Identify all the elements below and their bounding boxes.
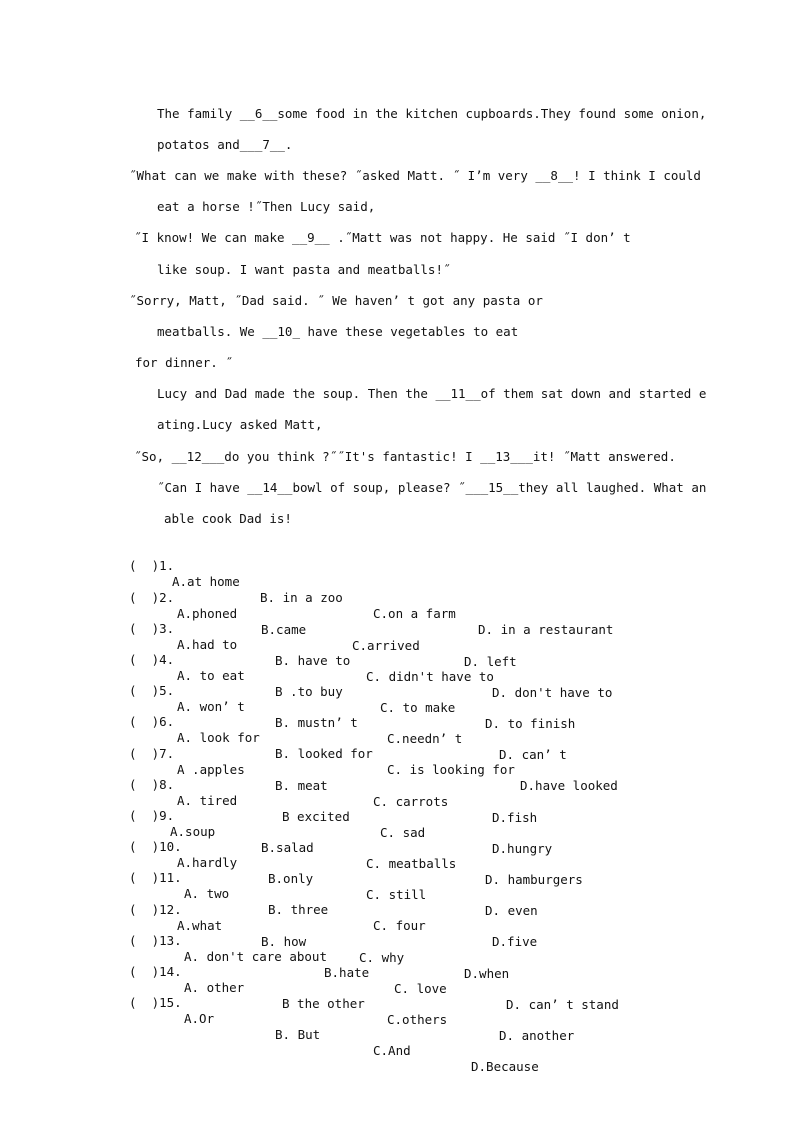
option-a: A. two [184, 886, 230, 901]
passage-line-2: potatos and___7__. [157, 137, 293, 152]
question-number: ( )7. [129, 746, 175, 761]
option-c: C.on a farm [373, 606, 456, 621]
option-d: D. to finish [485, 716, 576, 731]
option-c: C. to make [380, 700, 456, 715]
option-c: C.And [373, 1043, 411, 1058]
option-a: A.what [177, 918, 223, 933]
option-a: A .apples [177, 762, 245, 777]
option-c: C.others [387, 1012, 448, 1027]
option-a: A.soup [170, 824, 216, 839]
option-c: C.arrived [352, 638, 420, 653]
option-b: B. looked for [275, 746, 373, 761]
option-d: D.hungry [492, 841, 553, 856]
option-a: A. won’ t [177, 699, 245, 714]
passage-line-4: eat a horse !˝Then Lucy said, [157, 199, 376, 214]
option-c: C. didn't have to [366, 669, 494, 684]
option-a: A. to eat [177, 668, 245, 683]
option-d: D. in a restaurant [478, 622, 614, 637]
option-d: D. can’ t [499, 747, 567, 762]
option-b: B excited [282, 809, 350, 824]
option-a: A.had to [177, 637, 238, 652]
option-c: C. is looking for [387, 762, 515, 777]
question-number: ( )3. [129, 621, 175, 636]
passage-line-9: for dinner. ˝ [135, 355, 233, 370]
option-b: B. have to [275, 653, 351, 668]
question-number: ( )10. [129, 839, 182, 854]
passage-line-13: ˝Can I have __14__bowl of soup, please? ˝___15__they all laughed. What an [157, 480, 707, 495]
option-a: A.at home [172, 574, 240, 589]
option-c: C. sad [380, 825, 426, 840]
passage-line-7: ˝Sorry, Matt, ˝Dad said. ˝ We haven’ t got any pasta or [129, 293, 543, 308]
option-a: A. look for [177, 730, 260, 745]
option-b: B. in a zoo [260, 590, 343, 605]
question-number: ( )4. [129, 652, 175, 667]
passage-line-11: ating.Lucy asked Matt, [157, 417, 323, 432]
passage-line-14: able cook Dad is! [164, 511, 292, 526]
passage-line-3: ˝What can we make with these? ˝asked Matt. ˝ I’m very __8__! I think I could [129, 168, 701, 183]
option-b: B.came [261, 622, 307, 637]
option-b: B. how [261, 934, 307, 949]
question-number: ( )12. [129, 902, 182, 917]
option-a: A. don't care about [184, 949, 327, 964]
option-d: D.when [464, 966, 510, 981]
question-number: ( )9. [129, 808, 175, 823]
option-d: D. don't have to [492, 685, 613, 700]
passage-line-12: ˝So, __12___do you think ?˝˝It's fantastic! I __13___it! ˝Matt answered. [134, 449, 676, 464]
question-number: ( )6. [129, 714, 175, 729]
option-d: D. can’ t stand [506, 997, 619, 1012]
question-number: ( )2. [129, 590, 175, 605]
option-b: B.salad [261, 840, 314, 855]
option-b: B. three [268, 902, 329, 917]
option-b: B .to buy [275, 684, 343, 699]
passage-line-10: Lucy and Dad made the soup. Then the __11__of them sat down and started e [157, 386, 707, 401]
option-b: B. meat [275, 778, 328, 793]
option-d: D. even [485, 903, 538, 918]
option-d: D. hamburgers [485, 872, 583, 887]
option-a: A.phoned [177, 606, 238, 621]
question-number: ( )1. [129, 558, 175, 573]
passage-line-1: The family __6__some food in the kitchen cupboards.They found some onion, [157, 106, 707, 121]
option-d: D.fish [492, 810, 538, 825]
option-c: C. meatballs [366, 856, 457, 871]
option-b: B. But [275, 1027, 321, 1042]
option-d: D.have looked [520, 778, 618, 793]
option-c: C. still [366, 887, 427, 902]
option-c: C.needn’ t [387, 731, 463, 746]
option-d: D.five [492, 934, 538, 949]
question-number: ( )8. [129, 777, 175, 792]
question-number: ( )13. [129, 933, 182, 948]
option-d: D.Because [471, 1059, 539, 1074]
option-c: C. love [394, 981, 447, 996]
option-d: D. another [499, 1028, 575, 1043]
option-a: A. other [184, 980, 245, 995]
question-number: ( )11. [129, 870, 182, 885]
question-number: ( )15. [129, 995, 182, 1010]
option-b: B. mustn’ t [275, 715, 358, 730]
option-a: A. tired [177, 793, 238, 808]
option-b: B the other [282, 996, 365, 1011]
option-a: A.hardly [177, 855, 238, 870]
passage-line-5: ˝I know! We can make __9__ .˝Matt was not happy. He said ˝I don’ t [134, 230, 631, 245]
option-c: C. carrots [373, 794, 449, 809]
option-c: C. four [373, 918, 426, 933]
passage-line-6: like soup. I want pasta and meatballs!˝ [157, 262, 451, 277]
option-b: B.only [268, 871, 314, 886]
option-b: B.hate [324, 965, 370, 980]
option-c: C. why [359, 950, 405, 965]
question-number: ( )14. [129, 964, 182, 979]
option-d: D. left [464, 654, 517, 669]
option-a: A.Or [184, 1011, 215, 1026]
passage-line-8: meatballs. We __10_ have these vegetables to eat [157, 324, 519, 339]
question-number: ( )5. [129, 683, 175, 698]
